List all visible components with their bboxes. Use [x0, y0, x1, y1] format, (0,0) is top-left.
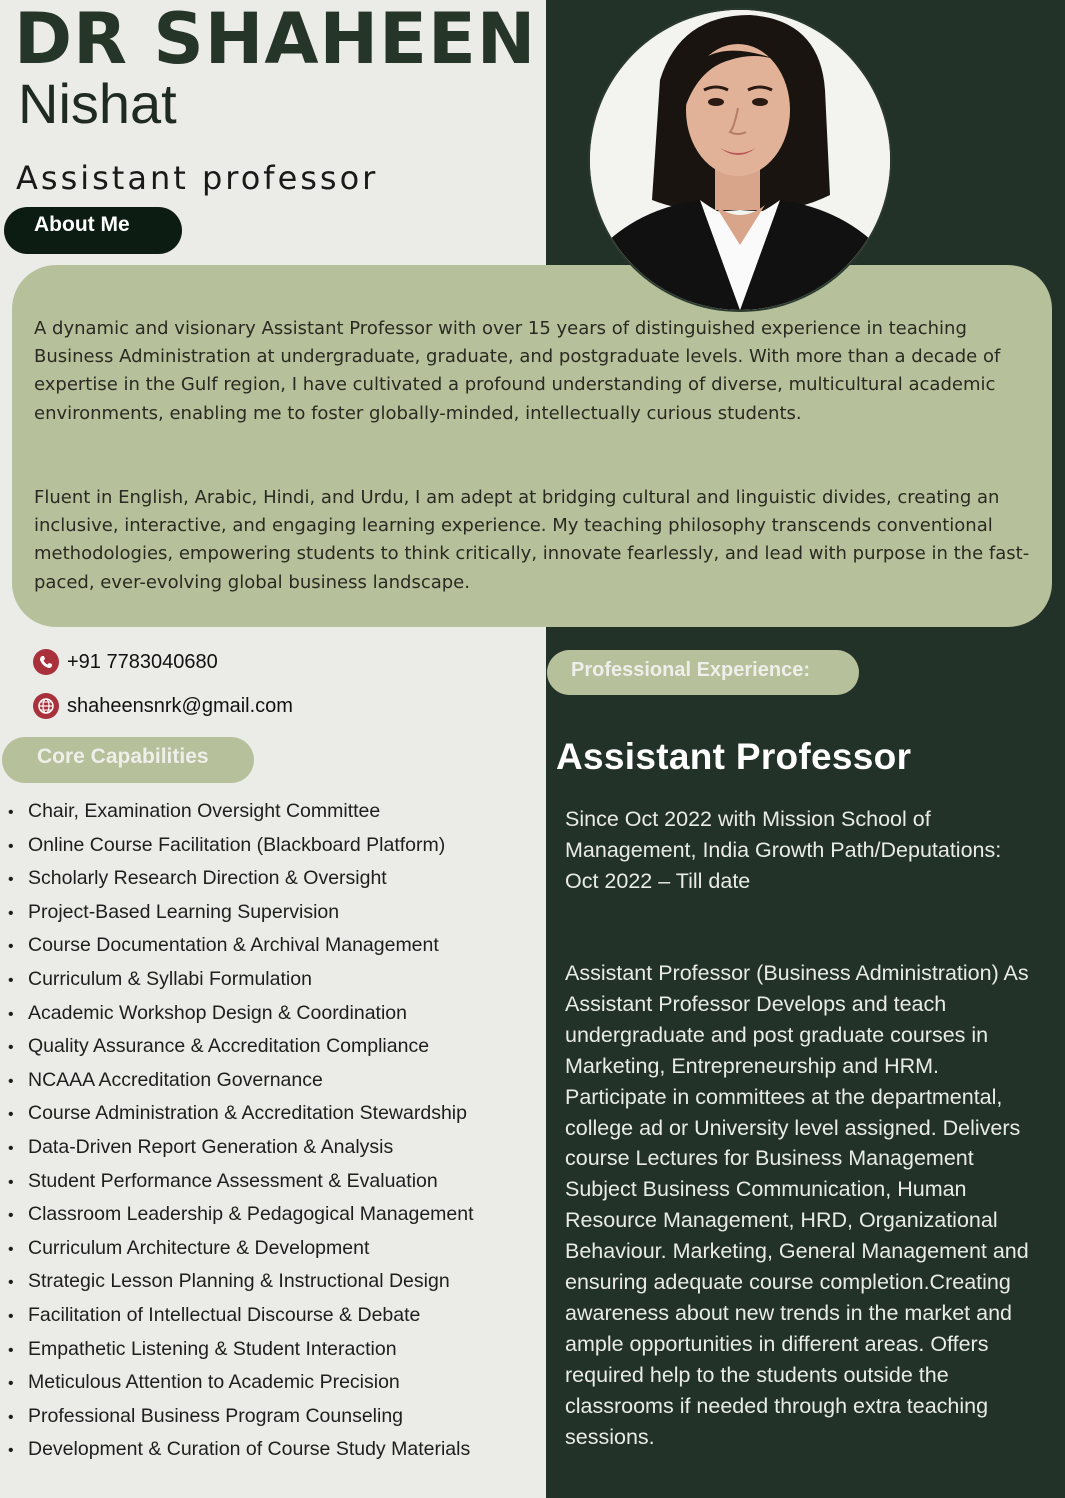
capability-label: Scholarly Research Direction & Oversight — [28, 867, 387, 890]
name-first: DR SHAHEEN — [14, 0, 537, 80]
bullet: • — [8, 1408, 14, 1426]
about-paragraph-1: A dynamic and visionary Assistant Professor with over 15 years of distinguished experience in teaching Business Administration at undergraduate, graduate, and postgraduate levels. With more than a decade of expertise in the Gulf region, I have cultivated a profound understanding of diverse, multicultural academic environments, enabling me to foster globally-minded, intellectually curious students. — [34, 318, 1001, 424]
capability-label: Course Administration & Accreditation Stewardship — [28, 1102, 467, 1125]
professional-experience-heading: Professional Experience: — [547, 650, 859, 695]
capability-item — [8, 829, 474, 863]
capability-label: Curriculum Architecture & Development — [28, 1236, 370, 1259]
capability-item — [8, 862, 474, 896]
bullet: • — [8, 938, 14, 956]
capability-label: Development & Curation of Course Study Materials — [28, 1438, 471, 1461]
capability-label: Academic Workshop Design & Coordination — [28, 1001, 407, 1024]
bullet: • — [8, 1274, 14, 1292]
about-me-heading: About Me — [4, 207, 182, 254]
capability-label: Online Course Facilitation (Blackboard Platform) — [28, 833, 446, 856]
bullet: • — [8, 1307, 14, 1325]
capabilities-list — [8, 795, 474, 1467]
core-capabilities-heading: Core Capabilities — [2, 737, 254, 783]
capability-label: Chair, Examination Oversight Committee — [28, 800, 381, 822]
capability-item — [8, 1064, 474, 1098]
capability-item — [8, 795, 474, 829]
about-paragraph-2: Fluent in English, Arabic, Hindi, and Urdu, I am adept at bridging cultural and linguistic divides, creating an inclusive, interactive, and engaging learning experience. My teaching philosophy transcends conventional methodologies, empowering students to think critically, innovate fearlessly, and lead with purpose in the fast-paced, ever-evolving global business landscape. — [34, 487, 1030, 593]
bullet: • — [8, 1039, 14, 1057]
capability-label: Curriculum & Syllabi Formulation — [28, 967, 312, 990]
bullet: • — [8, 1240, 14, 1258]
email-address: shaheensnrk@gmail.com — [67, 694, 293, 717]
bullet: • — [8, 1375, 14, 1393]
capability-item — [8, 929, 474, 963]
bullet: • — [8, 1106, 14, 1124]
capability-item — [8, 1030, 474, 1064]
experience-role-title: Assistant Professor — [556, 736, 912, 777]
capability-item — [8, 1131, 474, 1165]
capability-label: Course Documentation & Archival Management — [28, 934, 439, 957]
capability-item — [8, 963, 474, 997]
phone-number: +91 7783040680 — [67, 650, 218, 673]
capability-item — [8, 896, 474, 930]
capability-item — [8, 1366, 474, 1400]
capability-label: Student Performance Assessment & Evaluation — [28, 1169, 438, 1192]
capability-item — [8, 1433, 474, 1467]
profile-photo — [590, 10, 890, 310]
capability-label: Strategic Lesson Planning & Instructional Design — [28, 1270, 450, 1293]
capability-label: Data-Driven Report Generation & Analysis — [28, 1135, 394, 1158]
phone-contact[interactable] — [33, 648, 218, 676]
capability-item — [8, 1299, 474, 1333]
bullet: • — [8, 1072, 14, 1090]
bullet: • — [8, 1173, 14, 1191]
capability-label: Empathetic Listening & Student Interaction — [28, 1337, 397, 1360]
experience-description: Assistant Professor (Business Administration) As Assistant Professor Develops and teach undergraduate and post graduate courses in Marketing, Entrepreneurship and HRM. Participate in committees at the departmental, college ad or University level assigned. Delivers course Lectures for Business Management Subject Business Communication, Human Resource Management, HRD, Organizational Behaviour. Marketing, General Management and ensuring adequate course completion.Creating awareness about new trends in the market and ample opportunities in different areas. Offers required help to the students outside the classrooms if needed through extra teaching sessions. — [565, 961, 1029, 1449]
capability-label: Classroom Leadership & Pedagogical Management — [28, 1203, 474, 1226]
bullet: • — [8, 804, 14, 821]
capability-item — [8, 1265, 474, 1299]
capability-item — [8, 1232, 474, 1266]
name-last: Nishat — [18, 72, 177, 135]
bullet: • — [8, 1207, 14, 1225]
capability-item — [8, 1198, 474, 1232]
bullet: • — [8, 1442, 14, 1460]
bullet: • — [8, 1005, 14, 1023]
globe-icon — [33, 693, 59, 719]
email-contact[interactable] — [33, 692, 293, 720]
experience-since: Since Oct 2022 with Mission School of Management, India Growth Path/Deputations: Oct 2022 – Till date — [565, 807, 1002, 893]
capability-label: Facilitation of Intellectual Discourse & Debate — [28, 1303, 421, 1326]
bullet: • — [8, 1341, 14, 1359]
capability-label: Professional Business Program Counseling — [28, 1404, 404, 1427]
job-title: Assistant professor — [16, 159, 379, 197]
capability-item — [8, 1097, 474, 1131]
capability-label: Meticulous Attention to Academic Precision — [28, 1371, 400, 1394]
bullet: • — [8, 971, 14, 989]
bullet: • — [8, 904, 14, 922]
capability-label: Project-Based Learning Supervision — [28, 900, 340, 923]
capability-item — [8, 997, 474, 1031]
capability-label: Quality Assurance & Accreditation Compliance — [28, 1035, 430, 1058]
capability-item — [8, 1165, 474, 1199]
capability-item — [8, 1333, 474, 1367]
capability-label: NCAAA Accreditation Governance — [28, 1068, 323, 1091]
capability-item — [8, 1400, 474, 1434]
bullet: • — [8, 1139, 14, 1157]
bullet: • — [8, 871, 14, 889]
phone-icon — [33, 649, 59, 675]
bullet: • — [8, 837, 14, 855]
